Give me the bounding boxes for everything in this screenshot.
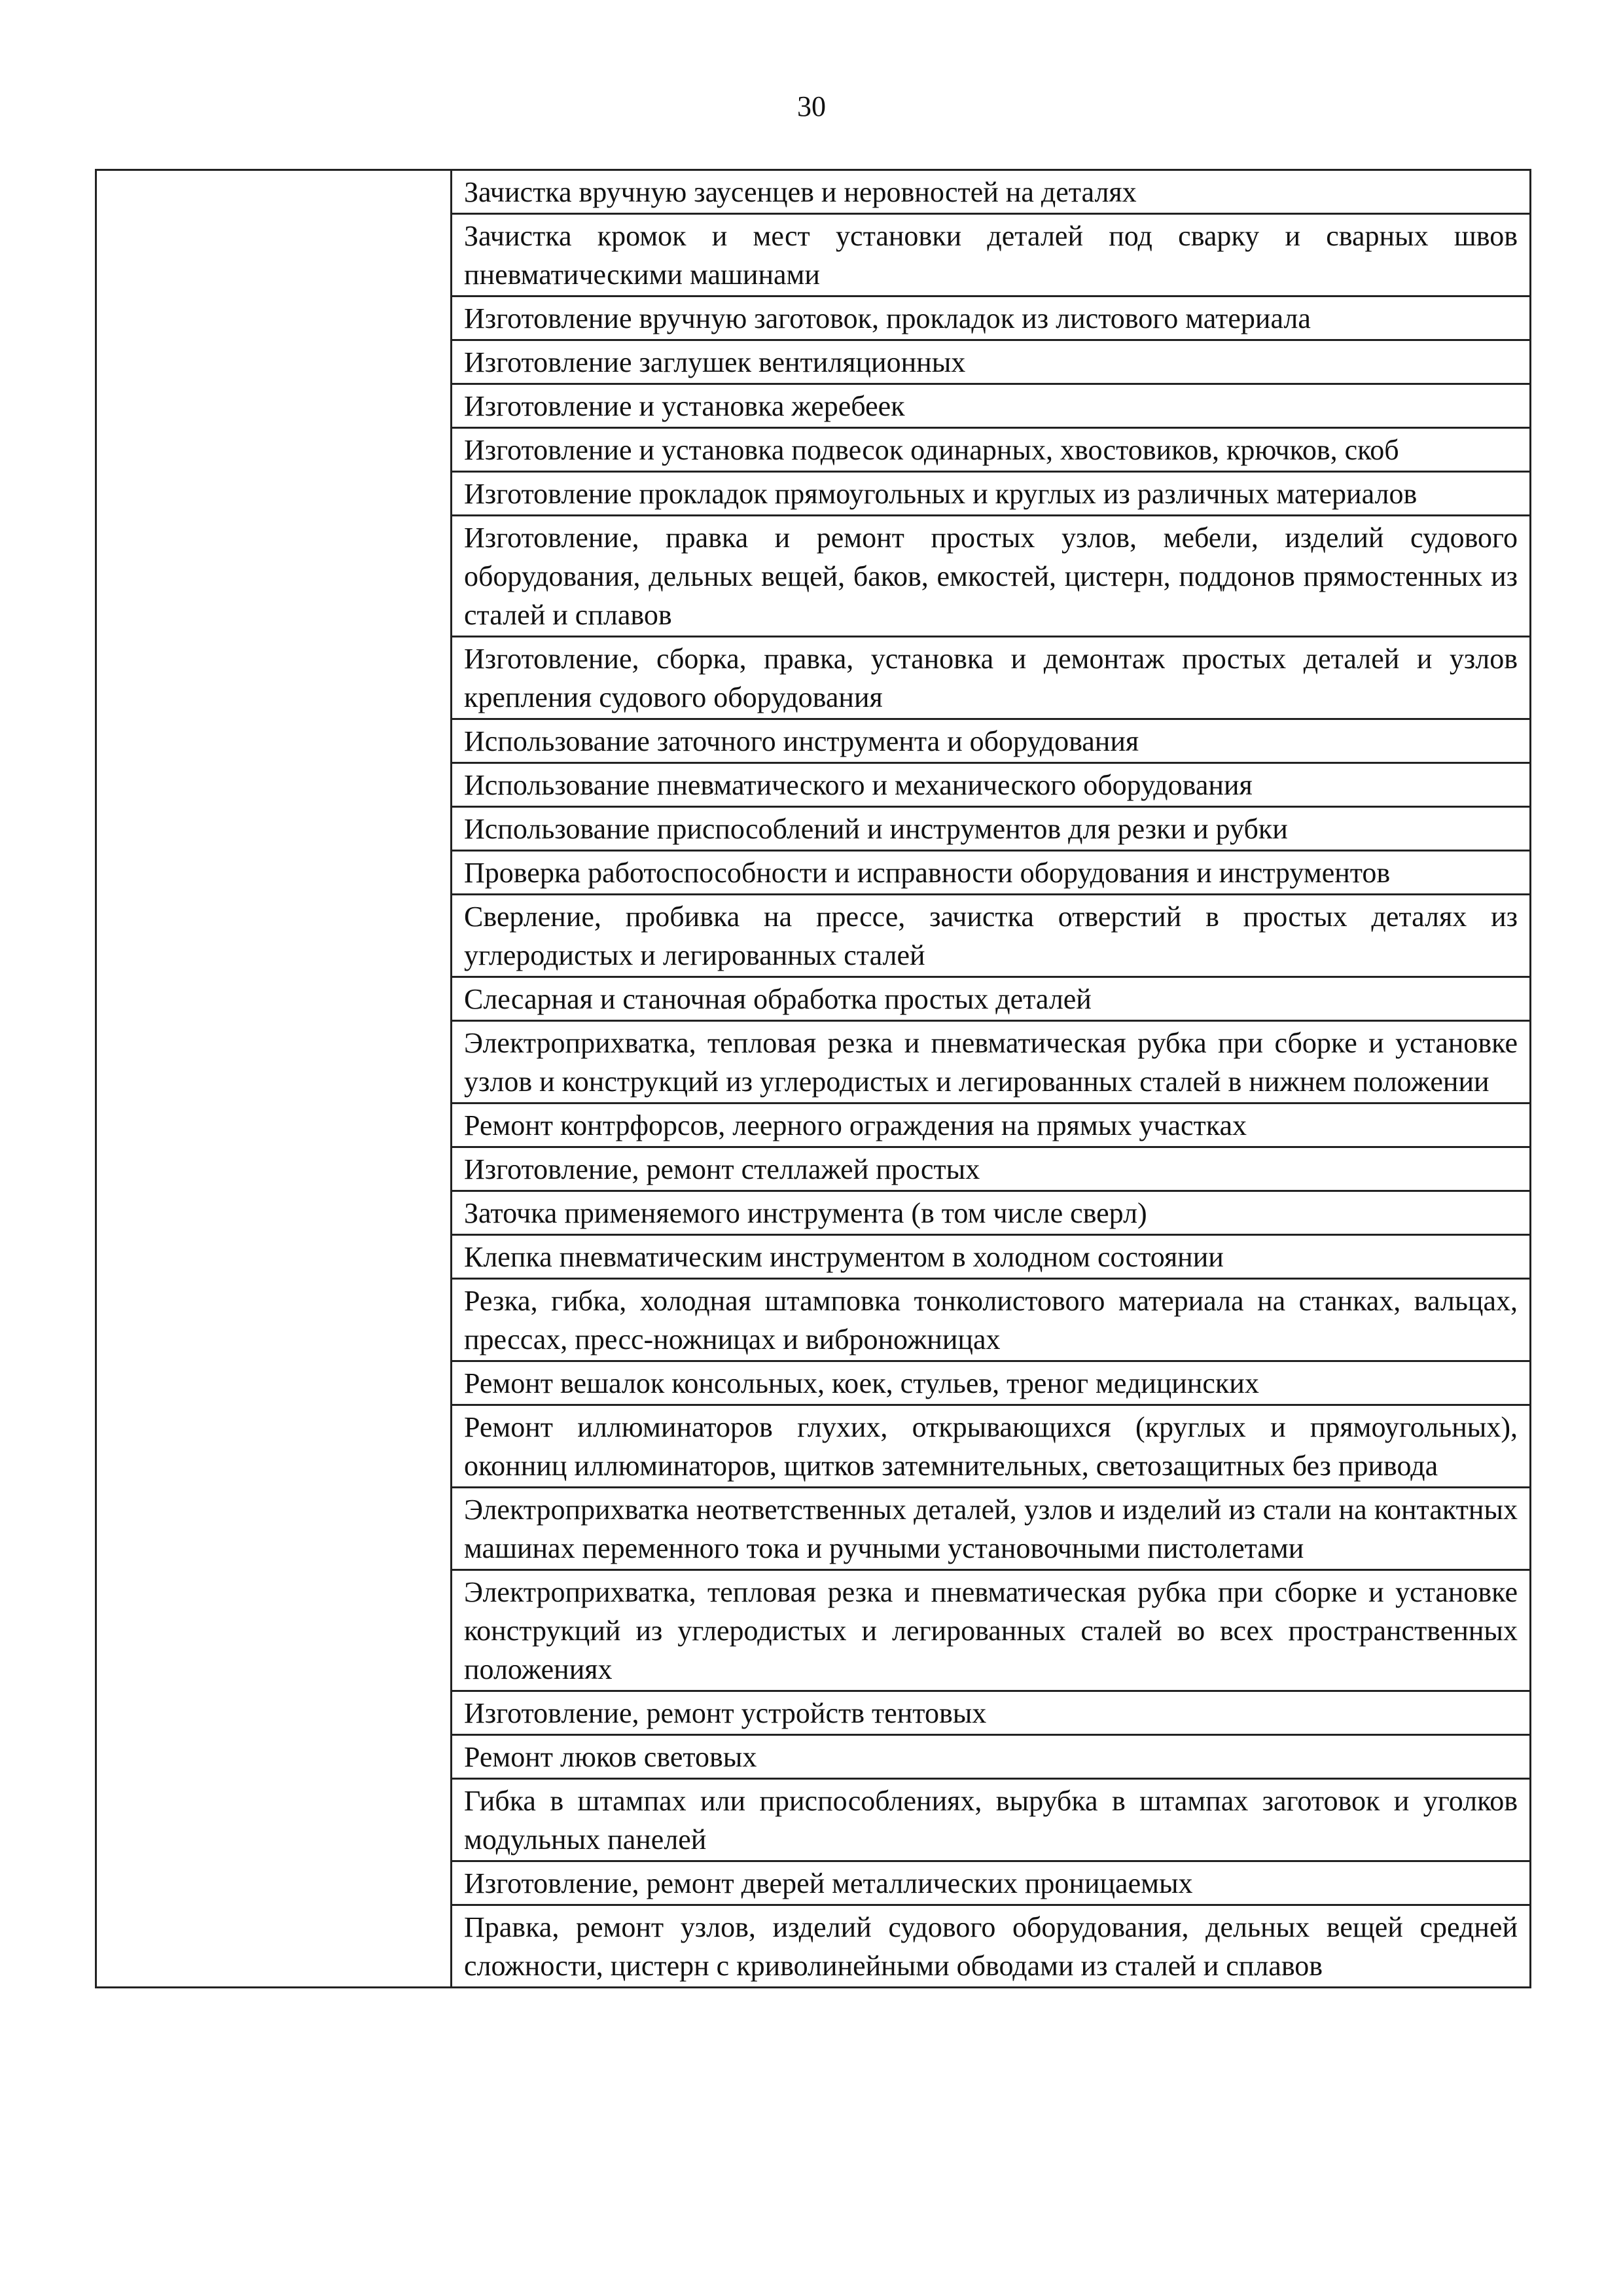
work-item-cell: Ремонт люков световых — [452, 1735, 1531, 1779]
work-item-cell: Зачистка вручную заусенцев и неровностей на деталях — [452, 170, 1531, 214]
work-item-cell: Ремонт вешалок консольных, коек, стульев, треног медицинских — [452, 1361, 1531, 1405]
work-item-cell: Проверка работоспособности и исправности оборудования и инструментов — [452, 851, 1531, 895]
work-item-cell: Использование приспособлений и инструментов для резки и рубки — [452, 807, 1531, 851]
work-item-cell: Электроприхватка, тепловая резка и пневматическая рубка при сборке и установке конструкций из углеродистых и легированных сталей во всех пространственных положениях — [452, 1570, 1531, 1691]
work-item-cell: Заточка применяемого инструмента (в том числе сверл) — [452, 1191, 1531, 1235]
work-item-cell: Электроприхватка неответственных деталей, узлов и изделий из стали на контактных машинах переменного тока и ручными установочными пистолетами — [452, 1488, 1531, 1570]
work-item-cell: Слесарная и станочная обработка простых деталей — [452, 977, 1531, 1021]
work-item-cell: Изготовление и установка подвесок одинарных, хвостовиков, крючков, скоб — [452, 428, 1531, 472]
work-item-cell: Правка, ремонт узлов, изделий судового оборудования, дельных вещей средней сложности, цистерн с криволинейными обводами из сталей и сплавов — [452, 1905, 1531, 1988]
work-item-cell: Зачистка кромок и мест установки деталей под сварку и сварных швов пневматическими машинами — [452, 214, 1531, 296]
page-number: 30 — [797, 90, 826, 122]
table-row — [96, 170, 1531, 214]
work-item-cell: Клепка пневматическим инструментом в холодном состоянии — [452, 1235, 1531, 1279]
work-list-table — [95, 169, 1531, 1988]
work-item-cell: Изготовление вручную заготовок, прокладок из листового материала — [452, 296, 1531, 340]
work-item-cell: Изготовление прокладок прямоугольных и круглых из различных материалов — [452, 472, 1531, 516]
work-item-cell: Изготовление, ремонт устройств тентовых — [452, 1691, 1531, 1735]
work-item-cell: Изготовление, ремонт стеллажей простых — [452, 1147, 1531, 1191]
work-item-cell: Резка, гибка, холодная штамповка тонколистового материала на станках, вальцах, прессах, пресс-ножницах и виброножницах — [452, 1279, 1531, 1361]
work-item-cell: Изготовление, сборка, правка, установка и демонтаж простых деталей и узлов крепления судового оборудования — [452, 637, 1531, 719]
work-item-cell: Ремонт контрфорсов, леерного ограждения на прямых участках — [452, 1103, 1531, 1147]
work-item-cell: Изготовление и установка жеребеек — [452, 384, 1531, 428]
work-item-cell: Использование пневматического и механического оборудования — [452, 763, 1531, 807]
work-item-cell: Электроприхватка, тепловая резка и пневматическая рубка при сборке и установке узлов и конструкций из углеродистых и легированных сталей в нижнем положении — [452, 1021, 1531, 1103]
work-item-cell: Ремонт иллюминаторов глухих, открывающихся (круглых и прямоугольных), оконниц иллюминаторов, щитков затемнительных, светозащитных без привода — [452, 1405, 1531, 1488]
work-item-cell: Сверление, пробивка на прессе, зачистка отверстий в простых деталях из углеродистых и легированных сталей — [452, 895, 1531, 977]
work-item-cell: Изготовление, ремонт дверей металлических проницаемых — [452, 1861, 1531, 1905]
work-item-cell: Использование заточного инструмента и оборудования — [452, 719, 1531, 763]
empty-left-column-cell — [96, 170, 452, 1988]
table-body — [96, 170, 1531, 1988]
work-item-cell: Изготовление, правка и ремонт простых узлов, мебели, изделий судового оборудования, дельных вещей, баков, емкостей, цистерн, поддонов прямостенных из сталей и сплавов — [452, 516, 1531, 637]
work-item-cell: Изготовление заглушек вентиляционных — [452, 340, 1531, 384]
work-item-cell: Гибка в штампах или приспособлениях, вырубка в штампах заготовок и уголков модульных панелей — [452, 1779, 1531, 1861]
